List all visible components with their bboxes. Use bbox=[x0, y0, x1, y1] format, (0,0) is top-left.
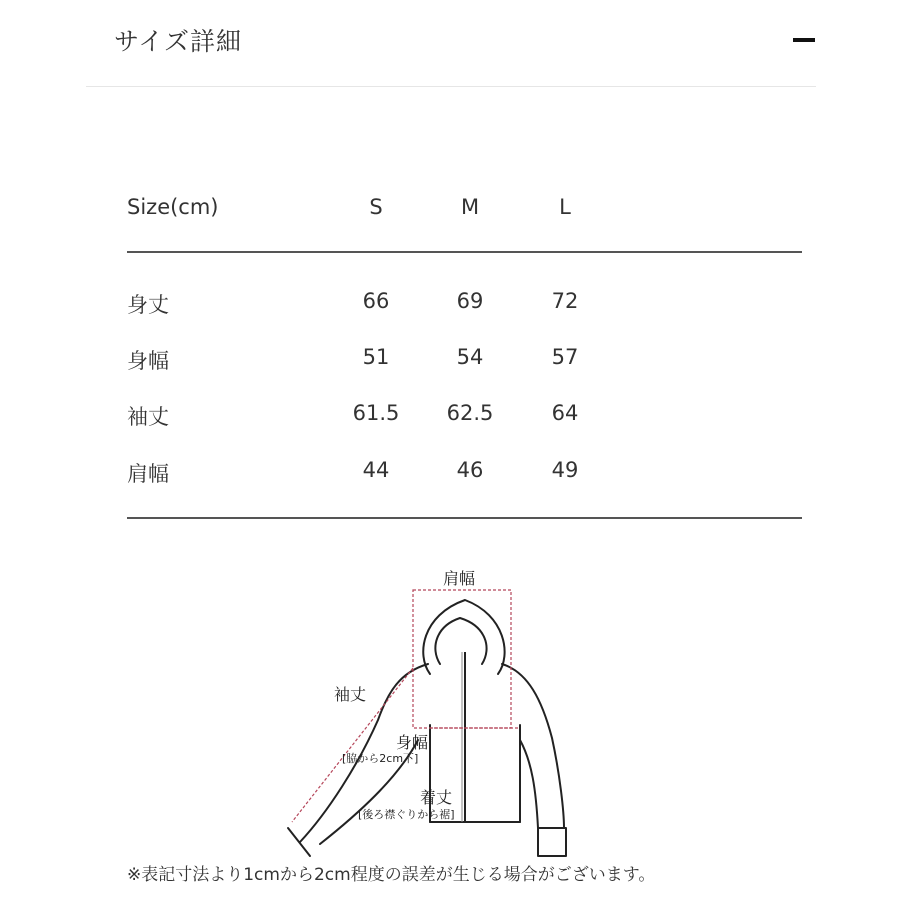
collapse-button[interactable] bbox=[792, 24, 816, 54]
size-table bbox=[127, 186, 802, 519]
body-length-label: 着丈 bbox=[420, 788, 453, 807]
row-width-s: 51 bbox=[362, 345, 390, 369]
row-label-length: 身丈 bbox=[127, 293, 169, 317]
row-width-l: 57 bbox=[551, 345, 579, 369]
size-detail-header[interactable] bbox=[86, 0, 816, 87]
table-body bbox=[127, 253, 802, 519]
section-title: サイズ詳細 bbox=[114, 27, 243, 56]
body-width-label: 身幅 bbox=[396, 733, 429, 752]
row-label-width: 身幅 bbox=[127, 349, 169, 373]
row-sleeve-l: 64 bbox=[551, 401, 579, 425]
row-sleeve-m: 62.5 bbox=[446, 401, 494, 425]
hood-inner-outline bbox=[435, 618, 486, 664]
header-size-m: M bbox=[460, 195, 480, 219]
measurement-disclaimer: ※表記寸法より1cmから2cm程度の誤差が生じる場合がございます。 bbox=[127, 865, 656, 885]
right-cuff-outline bbox=[538, 828, 566, 856]
measurement-diagram bbox=[280, 560, 600, 860]
table-header bbox=[127, 186, 802, 253]
row-shoulder-m: 46 bbox=[456, 458, 484, 482]
minus-icon bbox=[793, 38, 815, 42]
header-size-s: S bbox=[369, 195, 383, 219]
row-shoulder-l: 49 bbox=[551, 458, 579, 482]
row-length-l: 72 bbox=[551, 289, 579, 313]
left-cuff-outline bbox=[288, 828, 310, 856]
row-length-m: 69 bbox=[456, 289, 484, 313]
body-length-note: [後ろ襟ぐりから裾] bbox=[358, 808, 455, 821]
sleeve-length-label: 袖丈 bbox=[334, 685, 367, 704]
row-length-s: 66 bbox=[362, 289, 390, 313]
hood-outer-outline bbox=[423, 600, 504, 674]
header-size-cm: Size(cm) bbox=[127, 195, 219, 219]
row-shoulder-s: 44 bbox=[362, 458, 390, 482]
row-label-shoulder: 肩幅 bbox=[127, 462, 169, 486]
header-size-l: L bbox=[559, 195, 571, 219]
row-width-m: 54 bbox=[456, 345, 484, 369]
body-width-note: [脇から2cm下] bbox=[342, 752, 419, 765]
right-sleeve-inner-outline bbox=[520, 740, 538, 828]
shoulder-width-label: 肩幅 bbox=[443, 569, 476, 588]
row-sleeve-s: 61.5 bbox=[352, 401, 400, 425]
row-label-sleeve: 袖丈 bbox=[127, 405, 169, 429]
